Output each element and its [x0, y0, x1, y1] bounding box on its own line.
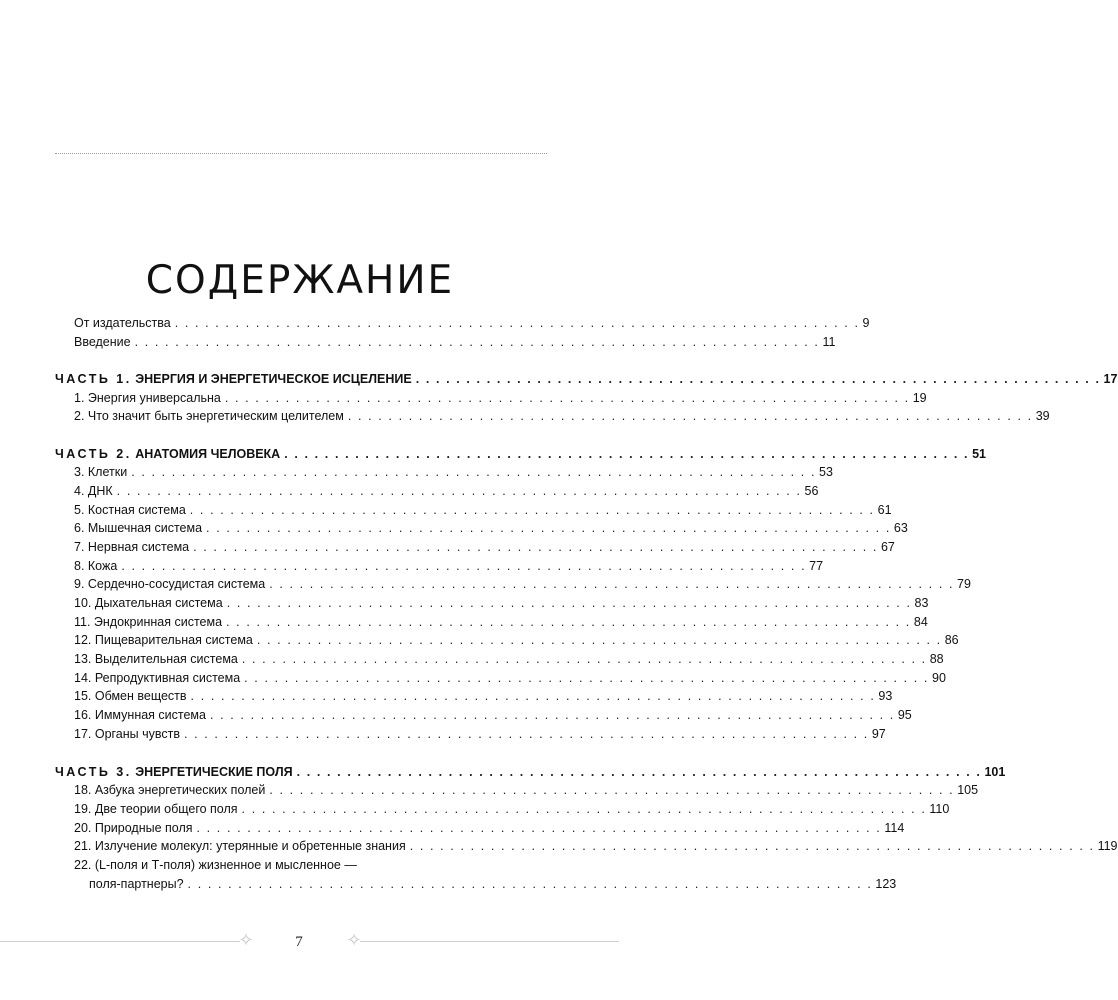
toc-entry — [74, 799, 950, 817]
toc-entry — [74, 686, 893, 704]
toc-entry — [74, 537, 895, 555]
toc-entry — [74, 855, 543, 873]
toc-page-number: 19 — [912, 391, 927, 405]
toc-entry — [74, 462, 833, 480]
toc-entry-title: поля-партнеры? — [89, 877, 184, 891]
toc-page-number: 114 — [884, 821, 905, 835]
toc-entry-title: 15. Обмен веществ — [74, 689, 187, 703]
toc-part-title: ЭНЕРГИЯ И ЭНЕРГЕТИЧЕСКОЕ ИСЦЕЛЕНИЕ — [135, 372, 412, 386]
toc-page-number: 9 — [862, 316, 870, 330]
dot-leader: . . . . . . . . . . . . . . . . . . . . . . . . . . . . . . . . . . . . . . . . . . . . . . . . . . . . . . . . . . . . . . . . . . . . — [409, 839, 1095, 853]
toc-page-number: 77 — [809, 559, 824, 573]
toc-page-number: 61 — [877, 503, 892, 517]
toc-page-number: 119 — [1097, 839, 1118, 853]
toc-page-number: 123 — [875, 877, 897, 891]
dot-leader: . . . . . . . . . . . . . . . . . . . . . . . . . . . . . . . . . . . . . . . . . . . . . . . . . . . . . . . . . . . . . . . . . . . . — [116, 484, 802, 498]
toc-page-number: 97 — [871, 727, 886, 741]
toc-entry-title: 8. Кожа — [74, 559, 118, 573]
toc-entry-title: 4. ДНК — [74, 484, 113, 498]
bottom-rule-left — [0, 941, 240, 942]
dot-leader: . . . . . . . . . . . . . . . . . . . . . . . . . . . . . . . . . . . . . . . . . . . . . . . . . . . . . . . . . . . . . . . . . . . . — [415, 372, 1101, 386]
toc-page-number: 95 — [897, 708, 912, 722]
dot-leader: . . . . . . . . . . . . . . . . . . . . . . . . . . . . . . . . . . . . . . . . . . . . . . . . . . . . . . . . . . . . . . . . . . . . — [206, 521, 891, 535]
toc-entry-title: 2. Что значит быть энергетическим целителем — [74, 409, 344, 423]
toc-page-number: 51 — [972, 447, 986, 461]
dot-leader: . . . . . . . . . . . . . . . . . . . . . . . . . . . . . . . . . . . . . . . . . . . . . . . . . . . . . . . . . . . . . . . . . . . . — [209, 708, 895, 722]
dot-leader: . . . . . . . . . . . . . . . . . . . . . . . . . . . . . . . . . . . . . . . . . . . . . . . . . . . . . . . . . . . . . . . . . . . . — [190, 689, 876, 703]
ornament-star-icon-left: ✧ — [238, 930, 254, 951]
dot-leader: . . . . . . . . . . . . . . . . . . . . . . . . . . . . . . . . . . . . . . . . . . . . . . . . . . . . . . . . . . . . . . . . . . . . — [296, 765, 982, 779]
toc-entry-title: 22. (L-поля и Т-поля) жизненное и мысленное — — [74, 858, 357, 872]
bottom-rule-right — [360, 941, 619, 942]
toc-part-heading — [55, 762, 1006, 780]
toc-part-label: ЧАСТЬ 1. — [55, 372, 132, 386]
toc-entry-title: 10. Дыхательная система — [74, 596, 223, 610]
toc-entry — [89, 874, 897, 892]
dot-leader: . . . . . . . . . . . . . . . . . . . . . . . . . . . . . . . . . . . . . . . . . . . . . . . . . . . . . . . . . . . . . . . . . . . . — [131, 465, 817, 479]
toc-entry-title: 19. Две теории общего поля — [74, 802, 238, 816]
toc-entry-title: 21. Излучение молекул: утерянные и обретенные знания — [74, 839, 406, 853]
toc-entry-title: 9. Сердечно-сосудистая система — [74, 577, 266, 591]
toc-part-title: АНАТОМИЯ ЧЕЛОВЕКА — [135, 447, 281, 461]
toc-entry-title: 12. Пищеварительная система — [74, 633, 253, 647]
dot-leader: . . . . . . . . . . . . . . . . . . . . . . . . . . . . . . . . . . . . . . . . . . . . . . . . . . . . . . . . . . . . . . . . . . . . — [224, 391, 910, 405]
dot-leader: . . . . . . . . . . . . . . . . . . . . . . . . . . . . . . . . . . . . . . . . . . . . . . . . . . . . . . . . . . . . . . . . . . . . — [189, 503, 875, 517]
toc-entry — [74, 518, 908, 536]
dot-leader: . . . . . . . . . . . . . . . . . . . . . . . . . . . . . . . . . . . . . . . . . . . . . . . . . . . . . . . . . . . . . . . . . . . . — [256, 633, 942, 647]
toc-entry — [74, 668, 946, 686]
toc-page-number: 101 — [984, 765, 1006, 779]
toc-entry-title: 18. Азбука энергетических полей — [74, 783, 266, 797]
toc-entry-title: 11. Эндокринная система — [74, 615, 223, 629]
toc-entry — [74, 593, 929, 611]
toc-entry-title: Введение — [74, 335, 131, 349]
toc-page-number: 84 — [913, 615, 928, 629]
toc-part-label: ЧАСТЬ 3. — [55, 765, 132, 779]
toc-page-number: 11 — [822, 335, 836, 349]
toc-entry — [74, 630, 959, 648]
toc-entry — [74, 556, 824, 574]
toc-entry-title: От издательства — [74, 316, 171, 330]
toc-entry — [74, 780, 979, 798]
toc-part-title: ЭНЕРГЕТИЧЕСКИЕ ПОЛЯ — [135, 765, 293, 779]
dot-leader: . . . . . . . . . . . . . . . . . . . . . . . . . . . . . . . . . . . . . . . . . . . . . . . . . . . . . . . . . . . . . . . . . . . . — [184, 727, 869, 741]
toc-entry — [74, 649, 944, 667]
toc-part-heading — [55, 369, 1118, 387]
toc-entry — [74, 481, 819, 499]
toc-entry-title: 13. Выделительная система — [74, 652, 238, 666]
toc-entry — [74, 818, 905, 836]
toc-entry-title: 5. Костная система — [74, 503, 186, 517]
dot-leader: . . . . . . . . . . . . . . . . . . . . . . . . . . . . . . . . . . . . . . . . . . . . . . . . . . . . . . . . . . . . . . . . . . . . — [196, 821, 882, 835]
toc-entry — [74, 705, 912, 723]
toc-entry — [74, 406, 1050, 424]
toc-page-number: 83 — [914, 596, 929, 610]
toc-entry — [74, 313, 870, 331]
toc-part-heading — [55, 444, 986, 462]
toc-part-label: ЧАСТЬ 2. — [55, 447, 132, 461]
toc-entry-title: 20. Природные поля — [74, 821, 193, 835]
toc-page-number: 88 — [929, 652, 944, 666]
toc-entry — [74, 836, 1118, 854]
toc-entry — [74, 332, 836, 350]
page-title: СОДЕРЖАНИЕ — [145, 258, 455, 304]
page-number: 7 — [295, 934, 303, 950]
toc-entry-title: 6. Мышечная система — [74, 521, 203, 535]
toc-page-number: 86 — [944, 633, 959, 647]
toc-entry-title: 17. Органы чувств — [74, 727, 180, 741]
dot-leader: . . . . . . . . . . . . . . . . . . . . . . . . . . . . . . . . . . . . . . . . . . . . . . . . . . . . . . . . . . . . . . . . . . . . — [241, 652, 927, 666]
toc-entry-title: 16. Иммунная система — [74, 708, 206, 722]
dot-leader: . . . . . . . . . . . . . . . . . . . . . . . . . . . . . . . . . . . . . . . . . . . . . . . . . . . . . . . . . . . . . . . . . . . . — [226, 615, 911, 629]
toc-entry — [74, 724, 886, 742]
toc-page-number: 105 — [957, 783, 979, 797]
toc-page-number: 110 — [929, 802, 950, 816]
ornament-star-icon-right: ✧ — [346, 930, 362, 951]
toc-entry-title: 14. Репродуктивная система — [74, 671, 241, 685]
dot-leader: . . . . . . . . . . . . . . . . . . . . . . . . . . . . . . . . . . . . . . . . . . . . . . . . . . . . . . . . . . . . . . . . . . . . — [244, 671, 929, 685]
toc-page-number: 53 — [819, 465, 833, 479]
toc-page-number: 93 — [878, 689, 893, 703]
toc-page-number: 56 — [804, 484, 819, 498]
toc-page-number: 79 — [957, 577, 971, 591]
dot-leader: . . . . . . . . . . . . . . . . . . . . . . . . . . . . . . . . . . . . . . . . . . . . . . . . . . . . . . . . . . . . . . . . . . . . — [284, 447, 970, 461]
toc-page-number: 90 — [932, 671, 946, 685]
toc-entry — [74, 612, 928, 630]
toc-entry — [74, 388, 927, 406]
dot-leader: . . . . . . . . . . . . . . . . . . . . . . . . . . . . . . . . . . . . . . . . . . . . . . . . . . . . . . . . . . . . . . . . . . . . — [347, 409, 1033, 423]
toc-page-number: 63 — [893, 521, 908, 535]
toc-page-number: 39 — [1035, 409, 1050, 423]
toc-entry-title: 1. Энергия универсальна — [74, 391, 221, 405]
dot-leader: . . . . . . . . . . . . . . . . . . . . . . . . . . . . . . . . . . . . . . . . . . . . . . . . . . . . . . . . . . . . . . . . . . . . — [269, 783, 955, 797]
toc-page-number: 17 — [1103, 372, 1118, 386]
dot-leader: . . . . . . . . . . . . . . . . . . . . . . . . . . . . . . . . . . . . . . . . . . . . . . . . . . . . . . . . . . . . . . . . . . . . — [134, 335, 820, 349]
toc-entry — [74, 574, 971, 592]
dot-leader: . . . . . . . . . . . . . . . . . . . . . . . . . . . . . . . . . . . . . . . . . . . . . . . . . . . . . . . . . . . . . . . . . . . . — [269, 577, 955, 591]
dot-leader: . . . . . . . . . . . . . . . . . . . . . . . . . . . . . . . . . . . . . . . . . . . . . . . . . . . . . . . . . . . . . . . . . . . . — [121, 559, 807, 573]
toc-entry-title: 3. Клетки — [74, 465, 128, 479]
dot-leader: . . . . . . . . . . . . . . . . . . . . . . . . . . . . . . . . . . . . . . . . . . . . . . . . . . . . . . . . . . . . . . . . . . . . — [241, 802, 927, 816]
dot-leader: . . . . . . . . . . . . . . . . . . . . . . . . . . . . . . . . . . . . . . . . . . . . . . . . . . . . . . . . . . . . . . . . . . . . — [226, 596, 912, 610]
dot-leader: . . . . . . . . . . . . . . . . . . . . . . . . . . . . . . . . . . . . . . . . . . . . . . . . . . . . . . . . . . . . . . . . . . . . — [193, 540, 878, 554]
toc-entry — [74, 500, 892, 518]
dot-leader: . . . . . . . . . . . . . . . . . . . . . . . . . . . . . . . . . . . . . . . . . . . . . . . . . . . . . . . . . . . . . . . . . . . . — [187, 877, 873, 891]
toc-page-number: 67 — [880, 540, 895, 554]
dot-leader: . . . . . . . . . . . . . . . . . . . . . . . . . . . . . . . . . . . . . . . . . . . . . . . . . . . . . . . . . . . . . . . . . . . . — [174, 316, 860, 330]
toc-entry-title: 7. Нервная система — [74, 540, 190, 554]
